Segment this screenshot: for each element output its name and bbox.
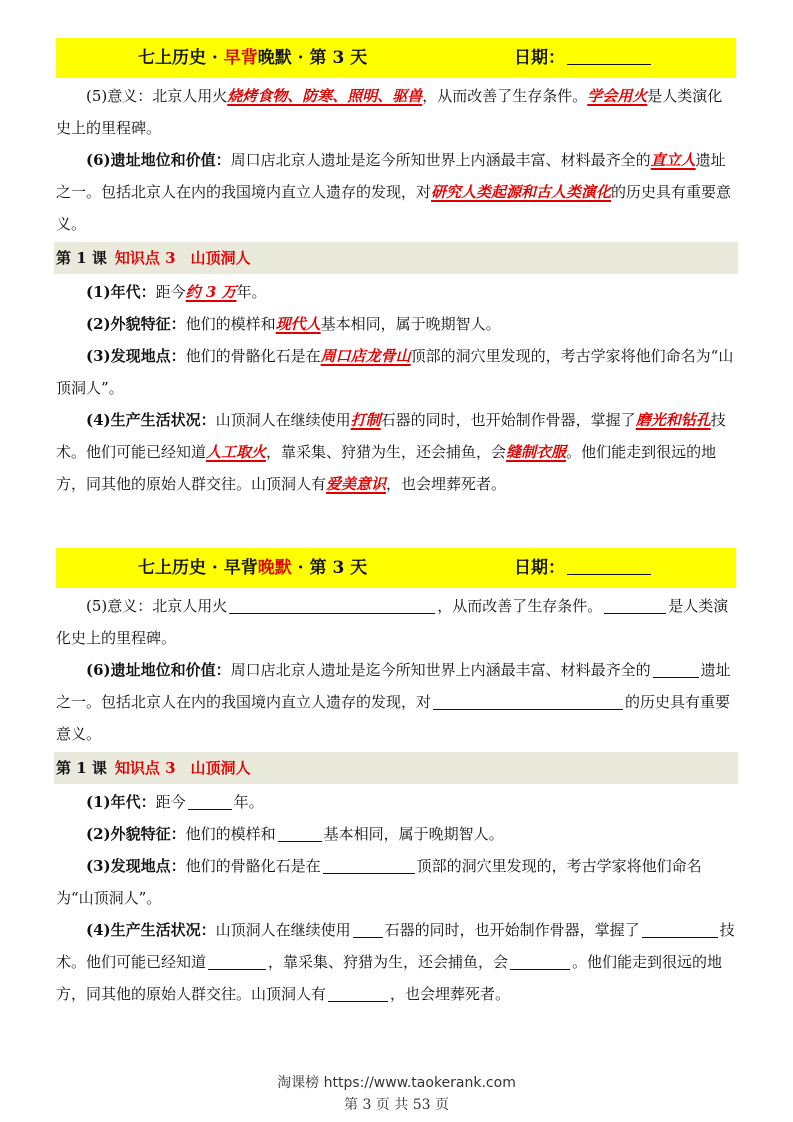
item-appearance: (2)外貌特征：他们的模样和现代人基本相同，属于晚期智人。 [86, 315, 501, 333]
paragraph-significance: (5)意义：北京人用火 ，从而改善了生存条件。 是人类演化史上的里程碑。 [56, 597, 729, 647]
item-era: (1)年代：距今约 3 万年。 [86, 283, 267, 301]
item-era: (1)年代：距今 年。 [86, 793, 264, 811]
answer-blank[interactable] [328, 983, 388, 1002]
answer-blank[interactable] [208, 951, 266, 970]
date-field: 日期： [514, 38, 651, 78]
answer-blank[interactable] [278, 823, 322, 842]
date-field: 日期： [514, 548, 651, 588]
item-location: (3)发现地点：他们的骨骼化石是在 顶部的洞穴里发现的，考古学家将他们命名为“山顶洞人”。 [56, 857, 702, 907]
answer-blank[interactable] [510, 951, 570, 970]
evening-dictation-section [56, 548, 736, 1010]
answer-blank[interactable] [642, 919, 718, 938]
paragraph-site-value: (6)遗址地位和价值：周口店北京人遗址是迄今所知世界上内涵最丰富、材料最齐全的直立人遗址之一。包括北京人在内的我国境内直立人遗存的发现，对研究人类起源和古人类演化的历史具有重要意义。 [56, 151, 732, 233]
page-number: 第 3 页 共 53 页 [344, 1097, 449, 1113]
item-location: (3)发现地点：他们的骨骼化石是在周口店龙骨山顶部的洞穴里发现的，考古学家将他们命名为“山顶洞人”。 [56, 347, 734, 397]
answer-blank[interactable] [229, 595, 435, 614]
lesson-header: 第 1 课 知识点 3 山顶洞人 [54, 752, 738, 784]
morning-recite-section [56, 38, 736, 500]
paragraph-significance: (5)意义：北京人用火烧烤食物、防寒、照明、驱兽，从而改善了生存条件。学会用火是人类演化史上的里程碑。 [56, 87, 723, 137]
title-bar [56, 548, 736, 588]
page-title: 七上历史 · 早背晚默 · 第 3 天 [138, 558, 368, 578]
item-appearance: (2)外貌特征：他们的模样和 基本相同，属于晚期智人。 [86, 825, 504, 843]
answer-blank[interactable] [323, 855, 415, 874]
answer-blank[interactable] [653, 659, 699, 678]
paragraph-site-value: (6)遗址地位和价值：周口店北京人遗址是迄今所知世界上内涵最丰富、材料最齐全的 遗址之一。包括北京人在内的我国境内直立人遗存的发现，对 的历史具有重要意义。 [56, 661, 731, 743]
title-bar [56, 38, 736, 78]
footer-site: 淘课榜 https://www.taokerank.com [277, 1075, 516, 1091]
item-life: (4)生产生活状况：山顶洞人在继续使用打制石器的同时，也开始制作骨器，掌握了磨光和钻孔技术。他们可能已经知道人工取火，靠采集、狩猎为生，还会捕鱼，会缝制衣服。他们能走到很远的地方，同其他的原始人群交往。山顶洞人有爱美意识，也会埋葬死者。 [56, 411, 726, 493]
item-life: (4)生产生活状况：山顶洞人在继续使用 石器的同时，也开始制作骨器，掌握了 技术。他们可能已经知道 ，靠采集、狩猎为生，还会捕鱼，会 。他们能走到很远的地方，同其他的原始人群交往。山顶洞人有 ，也会埋葬死者。 [56, 921, 735, 1003]
answer-blank[interactable] [353, 919, 383, 938]
answer-blank[interactable] [188, 791, 232, 810]
lesson-header: 第 1 课 知识点 3 山顶洞人 [54, 242, 738, 274]
page-title: 七上历史 · 早背晚默 · 第 3 天 [138, 48, 368, 68]
answer-blank[interactable] [604, 595, 666, 614]
answer-blank[interactable] [433, 691, 623, 710]
